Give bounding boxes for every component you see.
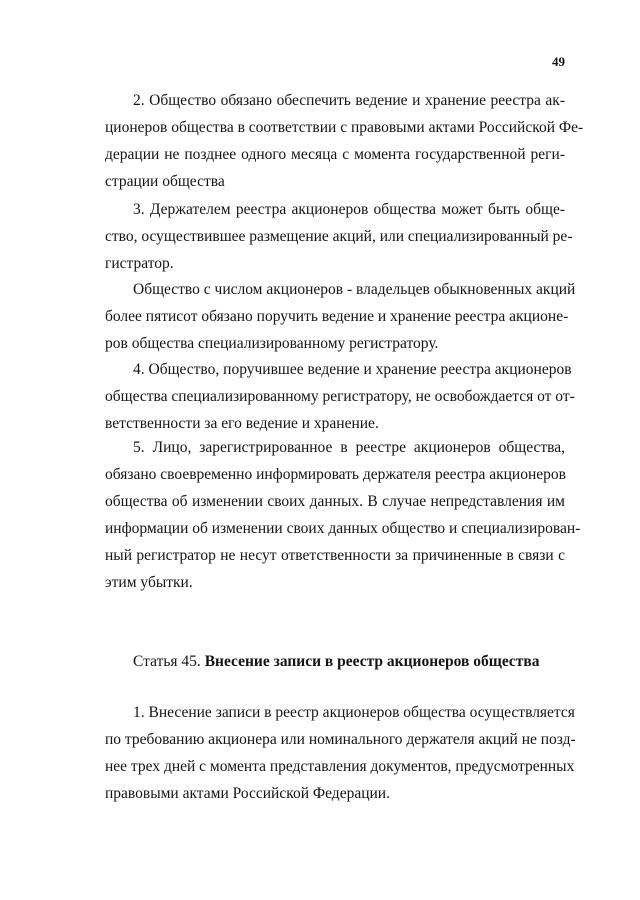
text-line: ционеров общества в соответствии с правовыми актами Российской Фе-: [105, 119, 584, 136]
text-line: по требованию акционера или номинального держателя акций не позд-: [105, 731, 576, 748]
text-line: ветственности за его ведение и хранение.: [105, 415, 379, 432]
paragraph-2: [105, 87, 584, 195]
text-line: страции общества: [105, 173, 225, 190]
text-line: информации об изменении своих данных общество и специализирован-: [105, 520, 581, 537]
article-heading: [133, 648, 540, 675]
text-line: этим убытки.: [105, 574, 193, 591]
paragraph-5: [105, 434, 581, 596]
text-line: дерации не позднее одного месяца с момента государственной реги-: [105, 146, 565, 163]
paragraph-3b: [105, 276, 576, 357]
text-line: 5. Лицо, зарегистрированное в реестре акционеров общества,: [133, 439, 565, 456]
text-line: ный регистратор не несут ответственности за причиненные в связи с: [105, 547, 565, 564]
text-line: Общество с числом акционеров - владельцев обыкновенных акций: [133, 281, 576, 298]
article-number: Статья 45.: [133, 653, 201, 670]
paragraph-4: [105, 356, 575, 437]
text-line: общества специализированному регистратору, не освобождается от от-: [105, 388, 575, 405]
text-line: 1. Внесение записи в реестр акционеров общества осуществляется: [133, 704, 575, 721]
text-line: нее трех дней с момента представления документов, предусмотренных: [105, 758, 575, 775]
text-line: ство, осуществившее размещение акций, или специализированный ре-: [105, 228, 573, 245]
text-line: гистратор.: [105, 255, 174, 272]
text-line: общества об изменении своих данных. В случае непредставления им: [105, 493, 565, 510]
text-line: ров общества специализированному регистратору.: [105, 335, 439, 352]
article-title: Внесение записи в реестр акционеров общества: [204, 653, 540, 670]
text-line: обязано своевременно информировать держателя реестра акционеров: [105, 466, 566, 483]
paragraph-3: [105, 196, 573, 277]
page-number: 49: [552, 54, 565, 69]
text-line: 3. Держателем реестра акционеров общества может быть обще-: [133, 201, 565, 218]
text-line: правовыми актами Российской Федерации.: [105, 785, 390, 802]
text-line: 2. Общество обязано обеспечить ведение и хранение реестра ак-: [133, 92, 565, 109]
text-line: 4. Общество, поручившее ведение и хранение реестра акционеров: [133, 361, 572, 378]
text-line: более пятисот обязано поручить ведение и хранение реестра акционе-: [105, 308, 569, 325]
article-paragraph-1: [105, 699, 576, 807]
